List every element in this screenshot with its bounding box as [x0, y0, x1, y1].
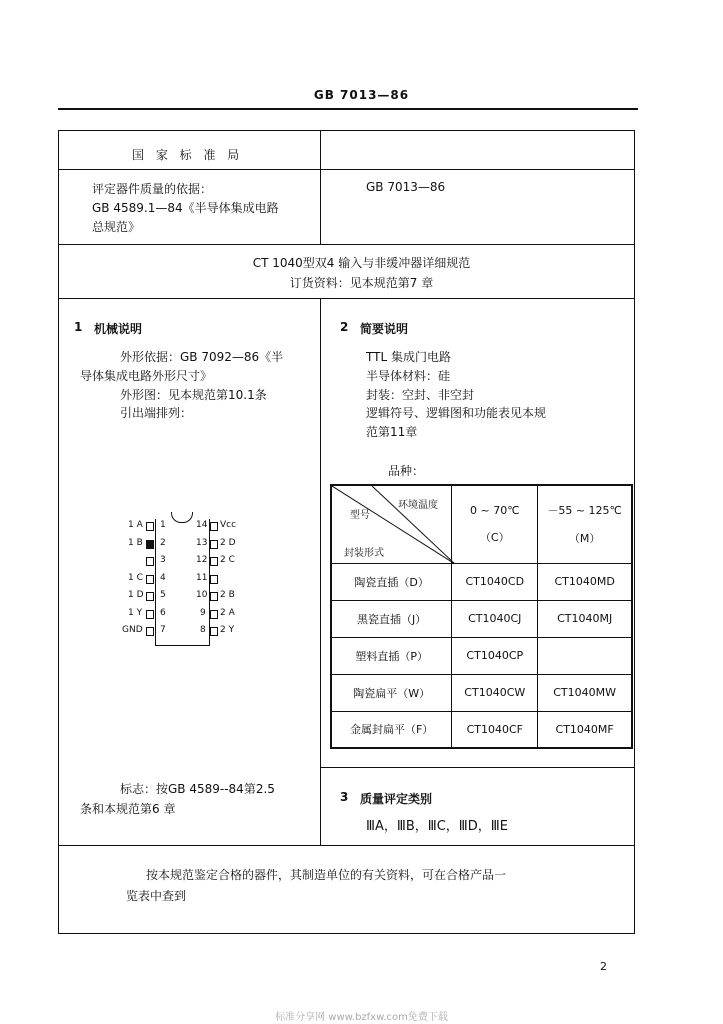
pin-label: 1 C — [128, 572, 143, 583]
pin-number: 11 — [196, 572, 208, 583]
section3-heading: 质量评定类别 — [360, 792, 433, 806]
commercial-cell: CT1040CJ — [452, 600, 538, 637]
pin-label: 2 C — [220, 555, 235, 565]
pin-pad — [210, 610, 218, 619]
pin-number: 4 — [160, 572, 166, 583]
authority: 国 家 标 准 局 — [132, 148, 244, 162]
pin-label: 1 B — [128, 537, 143, 548]
section1-line: 外形图：见本规范第10.1条 — [120, 388, 267, 402]
page-number: 2 — [600, 960, 607, 973]
column-divider — [320, 298, 321, 846]
pin-label: 1 A — [128, 520, 143, 530]
commercial-cell: CT1040CF — [452, 711, 538, 748]
pin-pad — [210, 592, 218, 601]
section1-number: 1 — [74, 320, 83, 334]
varieties-label: 品种： — [388, 464, 425, 478]
table-row — [331, 674, 632, 711]
pin-pad — [146, 575, 154, 584]
commercial-cell: CT1040CP — [452, 637, 538, 674]
marking-line: 条和本规范第6 章 — [80, 802, 176, 816]
pin-pad — [146, 522, 154, 531]
divider — [58, 845, 635, 846]
package-cell: 陶瓷直插（D） — [331, 563, 452, 600]
divider — [58, 169, 635, 170]
pin-pad — [146, 557, 154, 566]
military-cell: CT1040MF — [538, 711, 632, 748]
pin-number: 2 — [160, 537, 166, 548]
pin-pad — [146, 540, 154, 549]
table-corner-cell — [331, 485, 452, 563]
pin-number: 7 — [160, 625, 166, 635]
commercial-range: 0 ~ 70℃ — [470, 503, 520, 517]
section1-line: 导体集成电路外形尺寸》 — [80, 369, 213, 383]
section2-line: TTL 集成门电路 — [366, 350, 451, 364]
commercial-cell: CT1040CW — [452, 674, 538, 711]
basis-line: GB 4589.1—84《半导体集成电路 — [92, 201, 279, 215]
section1-line: 引出端排列： — [120, 406, 193, 420]
commercial-cell: CT1040CD — [452, 563, 538, 600]
commercial-code: （C） — [479, 530, 510, 544]
military-cell: CT1040MD — [538, 563, 632, 600]
package-cell: 塑料直插（P） — [331, 637, 452, 674]
pin-pad — [146, 627, 154, 636]
right-doc-number: GB 7013—86 — [366, 180, 446, 194]
marking-line: 标志：按GB 4589--84第2.5 — [120, 782, 275, 796]
pin-number: 10 — [196, 590, 208, 600]
corner-env-label: 环境温度 — [398, 500, 438, 511]
pin-label: Vcc — [220, 520, 237, 530]
pin-number: 13 — [196, 537, 208, 548]
military-code: （M） — [568, 532, 601, 546]
pin-label: 2 Y — [220, 625, 235, 635]
header-commercial — [452, 485, 538, 563]
quality-categories: ⅢA，ⅢB，ⅢC，ⅢD，ⅢE — [366, 819, 508, 834]
basis-line: 总规范》 — [92, 220, 141, 234]
pin-number: 6 — [160, 607, 166, 618]
spec-title: CT 1040型双4 输入与非缓冲器详细规范 — [252, 256, 471, 270]
divider — [58, 298, 635, 299]
pin-number: 12 — [196, 555, 208, 565]
section2-line: 逻辑符号、逻辑图和功能表见本规 — [366, 406, 547, 420]
grades-table — [330, 484, 633, 749]
package-cell: 黑瓷直插（J） — [331, 600, 452, 637]
military-range: －55 ~ 125℃ — [547, 504, 622, 518]
section2-heading: 简要说明 — [360, 322, 409, 336]
package-cell: 金属封扁平（F） — [331, 711, 452, 748]
table-row — [331, 637, 632, 674]
order-info: 订货资料：见本规范第7 章 — [289, 276, 434, 290]
header-military — [538, 485, 632, 563]
section2-line: 半导体材料：硅 — [366, 369, 451, 383]
bottom-note-line: 按本规范鉴定合格的器件，其制造单位的有关资料，可在合格产品一 — [146, 868, 507, 882]
section1-line: 外形依据：GB 7092—86《半 — [120, 350, 284, 364]
pin-pad — [210, 522, 218, 531]
pin-label: 1 Y — [128, 607, 143, 618]
corner-pkg-label: 封装形式 — [344, 548, 384, 559]
basis-label: 评定器件质量的依据： — [92, 182, 213, 196]
divider — [320, 767, 635, 768]
divider — [58, 244, 635, 245]
section3-number: 3 — [340, 790, 349, 804]
table-row — [331, 563, 632, 600]
table-row — [331, 600, 632, 637]
pin-number: 1 — [160, 520, 166, 530]
pin-label: 2 B — [220, 590, 235, 600]
pin-number: 14 — [196, 520, 208, 530]
pin-label: 2 A — [220, 607, 235, 618]
package-cell: 陶瓷扁平（W） — [331, 674, 452, 711]
military-cell — [538, 637, 632, 674]
corner-model-label: 型号 — [350, 510, 370, 521]
bottom-note-line: 览表中查到 — [126, 889, 187, 903]
military-cell: CT1040MJ — [538, 600, 632, 637]
pin-label: 2 D — [220, 537, 236, 548]
military-cell: CT1040MW — [538, 674, 632, 711]
column-divider — [320, 130, 321, 245]
watermark: 标准分享网 www.bzfxw.com免费下载 — [275, 1012, 448, 1023]
pin-pad — [210, 627, 218, 636]
table-row — [331, 711, 632, 748]
section2-number: 2 — [340, 320, 349, 334]
doc-number-header: GB 7013—86 — [313, 88, 410, 102]
pin-number: 3 — [160, 555, 166, 565]
pin-pad — [210, 540, 218, 549]
pin-number: 5 — [160, 590, 166, 600]
pin-label: 1 D — [128, 590, 144, 600]
section1-heading: 机械说明 — [94, 322, 143, 336]
section2-line: 封装：空封、非空封 — [366, 388, 475, 402]
pin-label: GND — [122, 625, 143, 635]
pin-pad — [210, 557, 218, 566]
header-rule — [58, 108, 638, 110]
pin-pad — [146, 592, 154, 601]
pin-pad — [210, 575, 218, 584]
pin-pad — [146, 610, 154, 619]
section2-line: 范第11章 — [366, 425, 418, 439]
pin-number: 9 — [200, 607, 206, 618]
pin-number: 8 — [200, 625, 206, 635]
